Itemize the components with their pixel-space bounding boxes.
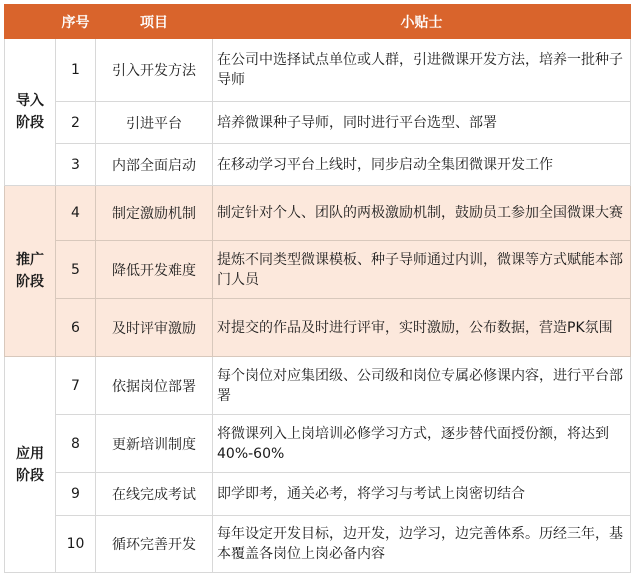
- header-item: 项目: [96, 5, 213, 39]
- row-number: 1: [56, 39, 96, 102]
- table-row: [5, 186, 631, 241]
- table-row: [5, 516, 631, 573]
- stage-label-line1: 应用: [16, 445, 44, 462]
- table-row: [5, 415, 631, 473]
- micro-course-plan-table: [4, 4, 631, 573]
- row-tip: 即学即考，通关必考，将学习与考试上岗密切结合: [213, 473, 631, 516]
- table-row: [5, 299, 631, 357]
- header-stage: [5, 5, 56, 39]
- table-row: [5, 357, 631, 415]
- stage-label-line2: 阶段: [16, 115, 44, 131]
- row-item: 制定激励机制: [96, 186, 213, 241]
- row-number: 6: [56, 299, 96, 357]
- row-number: 2: [56, 102, 96, 144]
- table-row: [5, 473, 631, 516]
- row-tip: 制定针对个人、团队的两极激励机制，鼓励员工参加全国微课大赛: [213, 186, 631, 241]
- row-number: 7: [56, 357, 96, 415]
- row-item: 在线完成考试: [96, 473, 213, 516]
- row-number: 9: [56, 473, 96, 516]
- table-row: [5, 241, 631, 299]
- row-tip: 在公司中选择试点单位或人群，引进微课开发方法，培养一批种子导师: [213, 39, 631, 102]
- row-item: 引入开发方法: [96, 39, 213, 102]
- stage-label-line2: 阶段: [16, 467, 44, 484]
- row-number: 8: [56, 415, 96, 473]
- row-item: 降低开发难度: [96, 241, 213, 299]
- stage-cell-promote: [5, 186, 56, 357]
- row-tip: 提炼不同类型微课模板、种子导师通过内训，微课等方式赋能本部门人员: [213, 241, 631, 299]
- row-tip: 每个岗位对应集团级、公司级和岗位专属必修课内容，进行平台部署: [213, 357, 631, 415]
- header-tip: 小贴士: [213, 5, 631, 39]
- stage-label-line1: 导入: [16, 93, 44, 109]
- row-item: 引进平台: [96, 102, 213, 144]
- row-tip: 每年设定开发目标，边开发，边学习，边完善体系。历经三年，基本覆盖各岗位上岗必备内容: [213, 516, 631, 573]
- row-tip: 培养微课种子导师，同时进行平台选型、部署: [213, 102, 631, 144]
- row-number: 3: [56, 144, 96, 186]
- stage-cell-apply: [5, 357, 56, 573]
- row-item: 及时评审激励: [96, 299, 213, 357]
- table-row: [5, 144, 631, 186]
- row-number: 5: [56, 241, 96, 299]
- row-tip: 将微课列入上岗培训必修学习方式，逐步替代面授份额，将达到40%-60%: [213, 415, 631, 473]
- row-item: 依据岗位部署: [96, 357, 213, 415]
- stage-label-line1: 推广: [16, 252, 44, 268]
- table-row: [5, 39, 631, 102]
- row-item: 内部全面启动: [96, 144, 213, 186]
- stage-cell-import: [5, 39, 56, 186]
- stage-label-line2: 阶段: [16, 274, 44, 290]
- row-item: 循环完善开发: [96, 516, 213, 573]
- table-row: [5, 102, 631, 144]
- row-tip: 在移动学习平台上线时，同步启动全集团微课开发工作: [213, 144, 631, 186]
- row-tip: 对提交的作品及时进行评审，实时激励，公布数据，营造PK氛围: [213, 299, 631, 357]
- row-item: 更新培训制度: [96, 415, 213, 473]
- row-number: 10: [56, 516, 96, 573]
- row-number: 4: [56, 186, 96, 241]
- table-header-row: [5, 5, 631, 39]
- header-no: 序号: [56, 5, 96, 39]
